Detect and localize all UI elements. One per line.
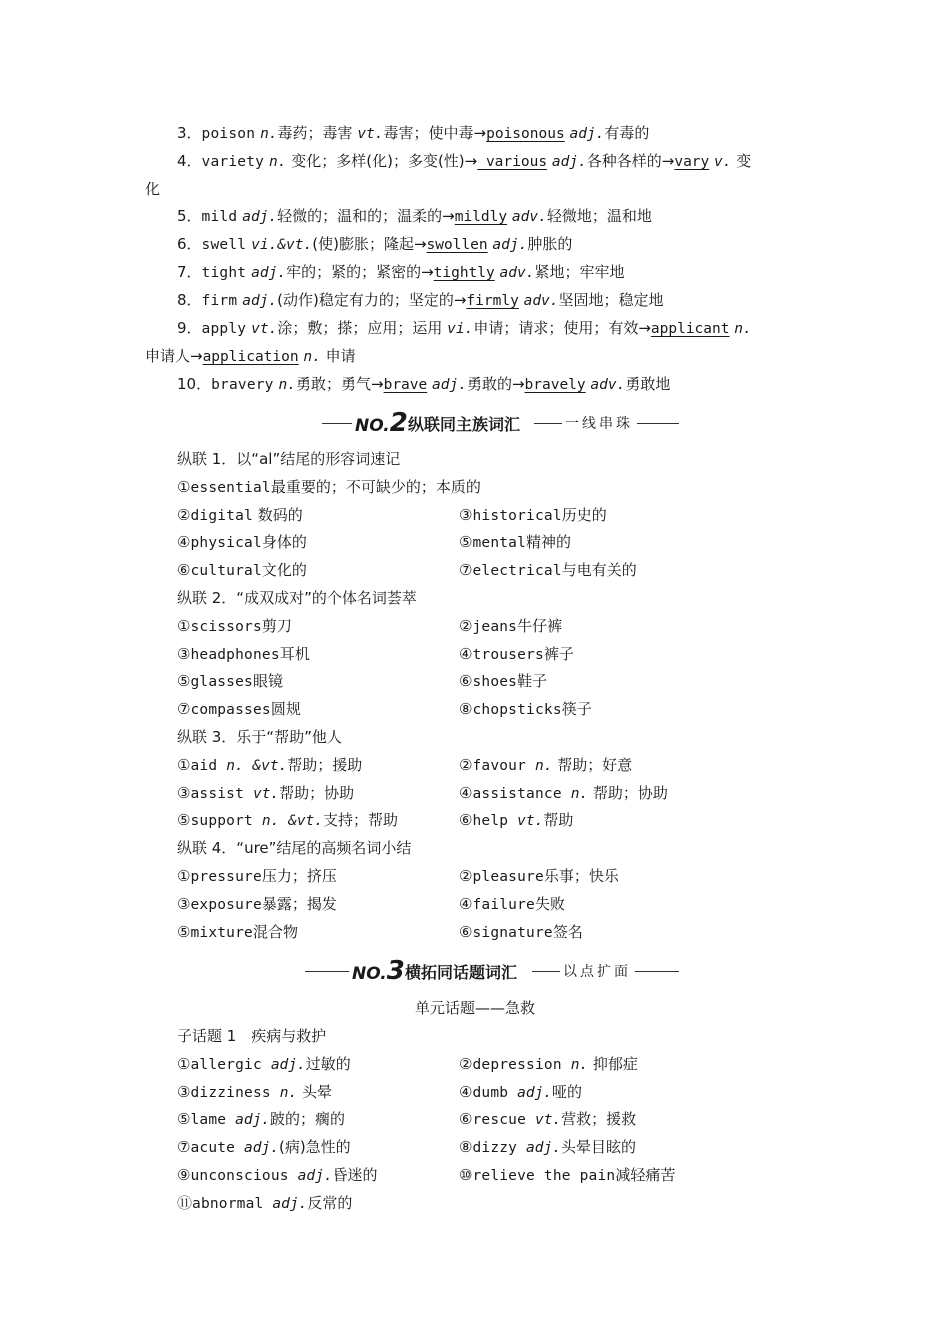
chinese-text: 数码的 xyxy=(252,505,303,524)
answer-word: mildly xyxy=(454,209,508,225)
group-heading: 子话题 1 疾病与救护 xyxy=(177,1027,327,1045)
part-of-speech: adj. xyxy=(270,1056,306,1073)
chinese-text: 历史的 xyxy=(561,505,607,524)
english-word: mental xyxy=(472,535,527,552)
chinese-text: 勇敢地 xyxy=(625,375,671,393)
vocab-item xyxy=(459,644,574,665)
item-marker: ④ xyxy=(459,644,473,663)
chinese-text: 减轻痛苦 xyxy=(615,1166,676,1184)
english-word: digital xyxy=(190,507,253,524)
chinese-text: 头晕目眩的 xyxy=(560,1138,636,1157)
item-number: 10． xyxy=(177,375,212,393)
item-marker: ③ xyxy=(177,1082,191,1101)
english-word: electrical xyxy=(472,563,562,580)
chinese-text: 压力；挤压 xyxy=(261,867,337,885)
english-word: allergic xyxy=(190,1056,271,1073)
vocab-item xyxy=(459,1137,636,1158)
vocab-item xyxy=(177,1165,378,1186)
banner-rule-right xyxy=(637,423,679,424)
part-of-speech: adj. xyxy=(517,1084,553,1101)
vocab-item xyxy=(177,1054,351,1075)
item-marker: ④ xyxy=(459,1082,473,1101)
part-of-speech: adj. xyxy=(242,209,278,225)
chinese-text: 申请 xyxy=(320,347,356,365)
derivation-line xyxy=(177,206,652,227)
vocab-item xyxy=(459,532,571,553)
english-word: depression xyxy=(472,1056,571,1073)
part-of-speech: n. xyxy=(570,785,589,802)
part-of-speech: n. xyxy=(269,154,287,170)
item-marker: ⑨ xyxy=(177,1166,191,1184)
chinese-text: (病)急性的 xyxy=(278,1138,351,1157)
answer-word: applicant xyxy=(650,321,730,337)
english-word: abnormal xyxy=(192,1195,273,1212)
part-of-speech: adv. xyxy=(523,293,559,309)
chinese-text: 裤子 xyxy=(543,644,574,663)
english-word: dizzy xyxy=(472,1140,527,1157)
item-marker: ⑦ xyxy=(177,1138,191,1157)
item-marker: ⑤ xyxy=(177,922,191,941)
item-marker: ③ xyxy=(177,644,191,663)
part-of-speech: adj. xyxy=(492,237,528,253)
item-number: 3． xyxy=(177,124,202,142)
item-number: 9． xyxy=(177,319,202,337)
english-word: headphones xyxy=(190,646,280,663)
chinese-text: 文化的 xyxy=(261,561,307,580)
banner-subtitle: 一线串珠 xyxy=(565,416,633,432)
vocab-item xyxy=(459,1054,638,1075)
chinese-text: 身体的 xyxy=(261,533,307,552)
vocab-item xyxy=(459,866,619,887)
vocab-item xyxy=(459,505,607,526)
unit-topic: 单元话题——急救 xyxy=(414,999,535,1017)
answer-word: vary xyxy=(674,154,710,170)
chinese-text: 化 xyxy=(145,180,161,198)
english-word: aid xyxy=(190,757,227,774)
chinese-text: 毒害；使中毒→ xyxy=(383,124,487,142)
headword: firm xyxy=(201,293,238,309)
chinese-text: 乐事；快乐 xyxy=(543,867,619,885)
english-word: historical xyxy=(472,507,562,524)
part-of-speech: n. xyxy=(534,757,553,774)
chinese-text: 各种各样的→ xyxy=(586,152,675,170)
item-number: 7． xyxy=(177,263,202,281)
part-of-speech: adj. xyxy=(244,1140,279,1157)
english-word: chopsticks xyxy=(472,702,562,719)
english-word: physical xyxy=(190,535,262,552)
vocab-item xyxy=(459,894,565,915)
vocab-item xyxy=(459,1109,636,1130)
vocab-item xyxy=(459,560,637,581)
item-marker: ① xyxy=(177,616,191,635)
part-of-speech: adj. xyxy=(235,1112,271,1129)
headword: bravery xyxy=(211,377,274,393)
part-of-speech: n. &vt. xyxy=(261,813,324,830)
part-of-speech: adj. xyxy=(242,293,278,309)
item-marker: ③ xyxy=(177,894,191,913)
part-of-speech: vt. xyxy=(251,321,278,337)
group-heading: 纵联 4．“ure”结尾的高频名词小结 xyxy=(177,839,412,858)
item-marker: ② xyxy=(459,755,473,774)
item-marker: ⑤ xyxy=(177,811,191,830)
headword: tight xyxy=(201,265,247,281)
english-word: unconscious xyxy=(190,1168,298,1184)
answer-word: various xyxy=(477,154,548,170)
vocab-item xyxy=(177,922,298,943)
english-word: compasses xyxy=(190,702,271,719)
headword: poison xyxy=(201,126,256,142)
chinese-text: 帮助；援助 xyxy=(287,755,363,774)
item-marker: ⑥ xyxy=(459,672,473,691)
part-of-speech: n. xyxy=(279,1084,298,1101)
english-word: cultural xyxy=(190,563,262,580)
banner-subtitle: 以点扩面 xyxy=(563,964,631,980)
part-of-speech: adv. xyxy=(590,377,626,393)
item-marker: ③ xyxy=(177,783,191,802)
vocab-item xyxy=(459,810,573,831)
chinese-text: 紧地；牢牢地 xyxy=(534,263,625,281)
banner-rule-left xyxy=(305,971,349,972)
english-word: assist xyxy=(190,785,253,802)
chinese-text: 帮助；协助 xyxy=(588,783,668,802)
part-of-speech: n. xyxy=(278,377,297,393)
part-of-speech: vt. xyxy=(517,813,544,830)
item-number: 8． xyxy=(177,291,202,309)
headword: variety xyxy=(201,154,265,170)
part-of-speech: n. xyxy=(570,1056,589,1073)
vocab-item xyxy=(177,477,481,498)
answer-word: firmly xyxy=(466,293,519,309)
item-marker: ① xyxy=(177,867,191,885)
derivation-line xyxy=(177,318,752,339)
vocab-item xyxy=(459,783,668,804)
item-marker: ④ xyxy=(459,783,473,802)
english-word: trousers xyxy=(472,646,544,663)
vocab-item xyxy=(177,1082,332,1103)
english-word: pressure xyxy=(190,869,262,885)
chinese-text: 耳机 xyxy=(279,644,310,663)
answer-word: tightly xyxy=(433,265,495,281)
item-marker: ① xyxy=(177,1054,191,1073)
chinese-text: 过敏的 xyxy=(305,1054,351,1073)
english-word: support xyxy=(190,813,262,830)
part-of-speech: vi.&vt. xyxy=(251,237,313,253)
chinese-text: 剪刀 xyxy=(261,616,292,635)
chinese-text: 帮助；协助 xyxy=(279,783,355,802)
english-word: dumb xyxy=(472,1084,518,1101)
section-banner-no2 xyxy=(0,410,950,438)
english-word: help xyxy=(472,813,518,830)
item-marker: ② xyxy=(459,1054,473,1073)
english-word: acute xyxy=(190,1140,245,1157)
item-marker: ⑪ xyxy=(177,1193,193,1212)
item-marker: ⑧ xyxy=(459,1138,473,1157)
chinese-text: (使)膨胀；隆起→ xyxy=(312,235,427,253)
chinese-text: 鞋子 xyxy=(517,672,548,691)
chinese-text: 头晕 xyxy=(297,1082,333,1101)
chinese-text: 与电有关的 xyxy=(561,561,637,580)
part-of-speech: adj. xyxy=(251,265,287,281)
vocab-item xyxy=(177,532,307,553)
item-marker: ⑥ xyxy=(459,811,473,830)
vocab-item xyxy=(459,616,562,637)
chinese-text: 支持；帮助 xyxy=(323,811,399,830)
chinese-text: 暴露；揭发 xyxy=(261,894,337,913)
derivation-line xyxy=(145,179,160,199)
item-marker: ⑩ xyxy=(459,1166,473,1184)
answer-word: swollen xyxy=(426,237,488,253)
answer-word: bravely xyxy=(524,377,586,393)
item-marker: ⑥ xyxy=(459,1110,473,1129)
chinese-text: 勇敢；勇气→ xyxy=(296,375,384,393)
part-of-speech: adv. xyxy=(511,209,547,225)
english-word: failure xyxy=(472,896,535,913)
item-marker: ② xyxy=(459,616,473,635)
chinese-text: 精神的 xyxy=(526,533,572,552)
group-heading: 纵联 1．以“al”结尾的形容词速记 xyxy=(177,450,401,468)
english-word: assistance xyxy=(472,785,571,802)
part-of-speech: n. xyxy=(303,349,321,365)
chinese-text: 轻微地；温和地 xyxy=(546,207,652,225)
banner-rule-mid xyxy=(532,971,560,972)
vocab-item xyxy=(177,616,292,637)
item-marker: ⑥ xyxy=(177,561,191,580)
vocab-item xyxy=(177,560,307,581)
english-word: lame xyxy=(190,1112,236,1129)
english-word: pleasure xyxy=(472,869,544,885)
answer-word: application xyxy=(202,349,299,365)
chinese-text: 毒药；毒害 xyxy=(277,124,358,142)
chinese-text: 轻微的；温和的；温柔的→ xyxy=(277,207,455,225)
item-marker: ⑧ xyxy=(459,700,473,719)
part-of-speech: adv. xyxy=(499,265,535,281)
chinese-text: 昏迷的 xyxy=(332,1166,378,1184)
vocab-item xyxy=(177,894,337,915)
part-of-speech: adj. xyxy=(569,126,605,142)
item-number: 5． xyxy=(177,207,202,225)
english-word: dizziness xyxy=(190,1084,280,1101)
derivation-line xyxy=(177,262,624,283)
part-of-speech: adj. xyxy=(432,377,467,393)
chinese-text: 眼镜 xyxy=(252,672,283,691)
chinese-text: 哑的 xyxy=(552,1082,583,1101)
vocab-item xyxy=(459,699,592,720)
chinese-text: 营救；援救 xyxy=(561,1110,637,1129)
vocab-item xyxy=(459,671,547,692)
item-marker: ⑦ xyxy=(177,700,191,719)
item-marker: ④ xyxy=(177,533,191,552)
vocab-item xyxy=(459,922,583,943)
item-marker: ⑦ xyxy=(459,561,473,580)
vocab-item xyxy=(177,699,301,720)
derivation-line xyxy=(177,290,664,311)
english-word: shoes xyxy=(472,674,518,691)
chinese-text: 变 xyxy=(731,152,752,170)
item-marker: ⑤ xyxy=(177,672,191,691)
part-of-speech: vt. xyxy=(357,126,384,142)
item-number: 6． xyxy=(177,235,202,253)
chinese-text: 牛仔裤 xyxy=(517,616,563,635)
part-of-speech: adj. xyxy=(272,1195,308,1212)
vocab-item xyxy=(177,644,310,665)
vocab-item xyxy=(177,671,283,692)
vocab-item xyxy=(459,1082,582,1103)
item-marker: ④ xyxy=(459,894,473,913)
item-number: 4． xyxy=(177,152,202,170)
chinese-text: 勇敢的→ xyxy=(466,375,525,393)
chinese-text: 帮助 xyxy=(543,811,574,830)
derivation-line xyxy=(177,151,751,172)
banner-rule-mid xyxy=(534,423,562,424)
vocab-item xyxy=(459,755,632,776)
chinese-text: 牢的；紧的；紧密的→ xyxy=(286,263,434,281)
part-of-speech: vt. xyxy=(534,1112,562,1129)
item-marker: ② xyxy=(177,505,191,524)
part-of-speech: n. &vt. xyxy=(226,757,288,774)
chinese-text: 申请人→ xyxy=(145,347,203,365)
part-of-speech: n. xyxy=(734,321,752,337)
derivation-line xyxy=(145,346,356,367)
banner-number: NO.3 xyxy=(352,956,405,986)
english-word: essential xyxy=(190,479,271,496)
chinese-text: 抑郁症 xyxy=(588,1054,638,1073)
part-of-speech: v. xyxy=(714,154,732,170)
chinese-text: 混合物 xyxy=(252,922,298,941)
section-banner-no3 xyxy=(0,958,950,986)
chinese-text: 跛的；瘸的 xyxy=(270,1110,346,1129)
english-word: mixture xyxy=(190,924,253,941)
english-word: scissors xyxy=(190,618,262,635)
banner-rule-right xyxy=(635,971,679,972)
chinese-text: 筷子 xyxy=(561,700,592,719)
part-of-speech: adj. xyxy=(526,1140,561,1157)
headword: apply xyxy=(201,321,247,337)
vocab-item xyxy=(177,866,337,887)
part-of-speech: adj. xyxy=(551,154,587,170)
part-of-speech: n. xyxy=(260,126,278,142)
answer-word: brave xyxy=(383,377,428,393)
vocab-item xyxy=(177,783,354,804)
derivation-line xyxy=(177,234,572,255)
vocab-item xyxy=(177,1109,345,1130)
chinese-text: 有毒的 xyxy=(604,124,650,142)
vocab-item xyxy=(177,505,303,526)
chinese-text: 申请；请求；使用；有效→ xyxy=(473,319,651,337)
english-word: glasses xyxy=(190,674,253,691)
group-heading: 纵联 3．乐于“帮助”他人 xyxy=(177,728,342,746)
headword: swell xyxy=(201,237,247,253)
item-marker: ③ xyxy=(459,505,473,524)
item-marker: ⑥ xyxy=(459,922,473,941)
headword: mild xyxy=(201,209,238,225)
chinese-text: (动作)稳定有力的；坚定的→ xyxy=(277,291,467,309)
english-word: favour xyxy=(472,757,535,774)
english-word: exposure xyxy=(190,896,262,913)
chinese-text: 反常的 xyxy=(307,1193,353,1212)
group-heading: 纵联 2．“成双成对”的个体名词荟萃 xyxy=(177,589,417,607)
part-of-speech: vi. xyxy=(447,321,474,337)
part-of-speech: adj. xyxy=(297,1168,333,1184)
english-word: signature xyxy=(472,924,553,941)
chinese-text: 最重要的；不可缺少的；本质的 xyxy=(270,477,481,496)
banner-number: NO.2 xyxy=(355,408,408,438)
chinese-text: 坚固地；稳定地 xyxy=(558,291,664,309)
derivation-line xyxy=(177,123,649,144)
chinese-text: 圆规 xyxy=(270,700,301,719)
banner-title: 横拓同话题词汇 xyxy=(405,963,518,982)
banner-title: 纵联同主族词汇 xyxy=(408,415,521,434)
item-marker: ⑤ xyxy=(459,533,473,552)
chinese-text: 失败 xyxy=(534,894,565,913)
item-marker: ⑤ xyxy=(177,1110,191,1129)
chinese-text: 肿胀的 xyxy=(527,235,573,253)
chinese-text: 涂；敷；搽；应用；运用 xyxy=(277,319,448,337)
item-marker: ① xyxy=(177,477,191,496)
vocab-item xyxy=(177,1193,352,1214)
derivation-line xyxy=(177,374,670,395)
vocab-item xyxy=(177,810,398,831)
banner-rule-left xyxy=(322,423,352,424)
chinese-text: 帮助；好意 xyxy=(552,755,633,774)
vocab-item xyxy=(459,1165,675,1186)
vocab-item xyxy=(177,755,362,776)
part-of-speech: vt. xyxy=(252,785,280,802)
english-word: relieve the pain xyxy=(472,1168,616,1184)
vocab-item xyxy=(177,1137,351,1158)
item-marker: ① xyxy=(177,755,191,774)
english-word: jeans xyxy=(472,618,518,635)
chinese-text: 变化；多样(化)；多变(性)→ xyxy=(286,152,478,170)
english-word: rescue xyxy=(472,1112,535,1129)
answer-word: poisonous xyxy=(486,126,565,142)
chinese-text: 签名 xyxy=(552,922,583,941)
item-marker: ② xyxy=(459,867,473,885)
